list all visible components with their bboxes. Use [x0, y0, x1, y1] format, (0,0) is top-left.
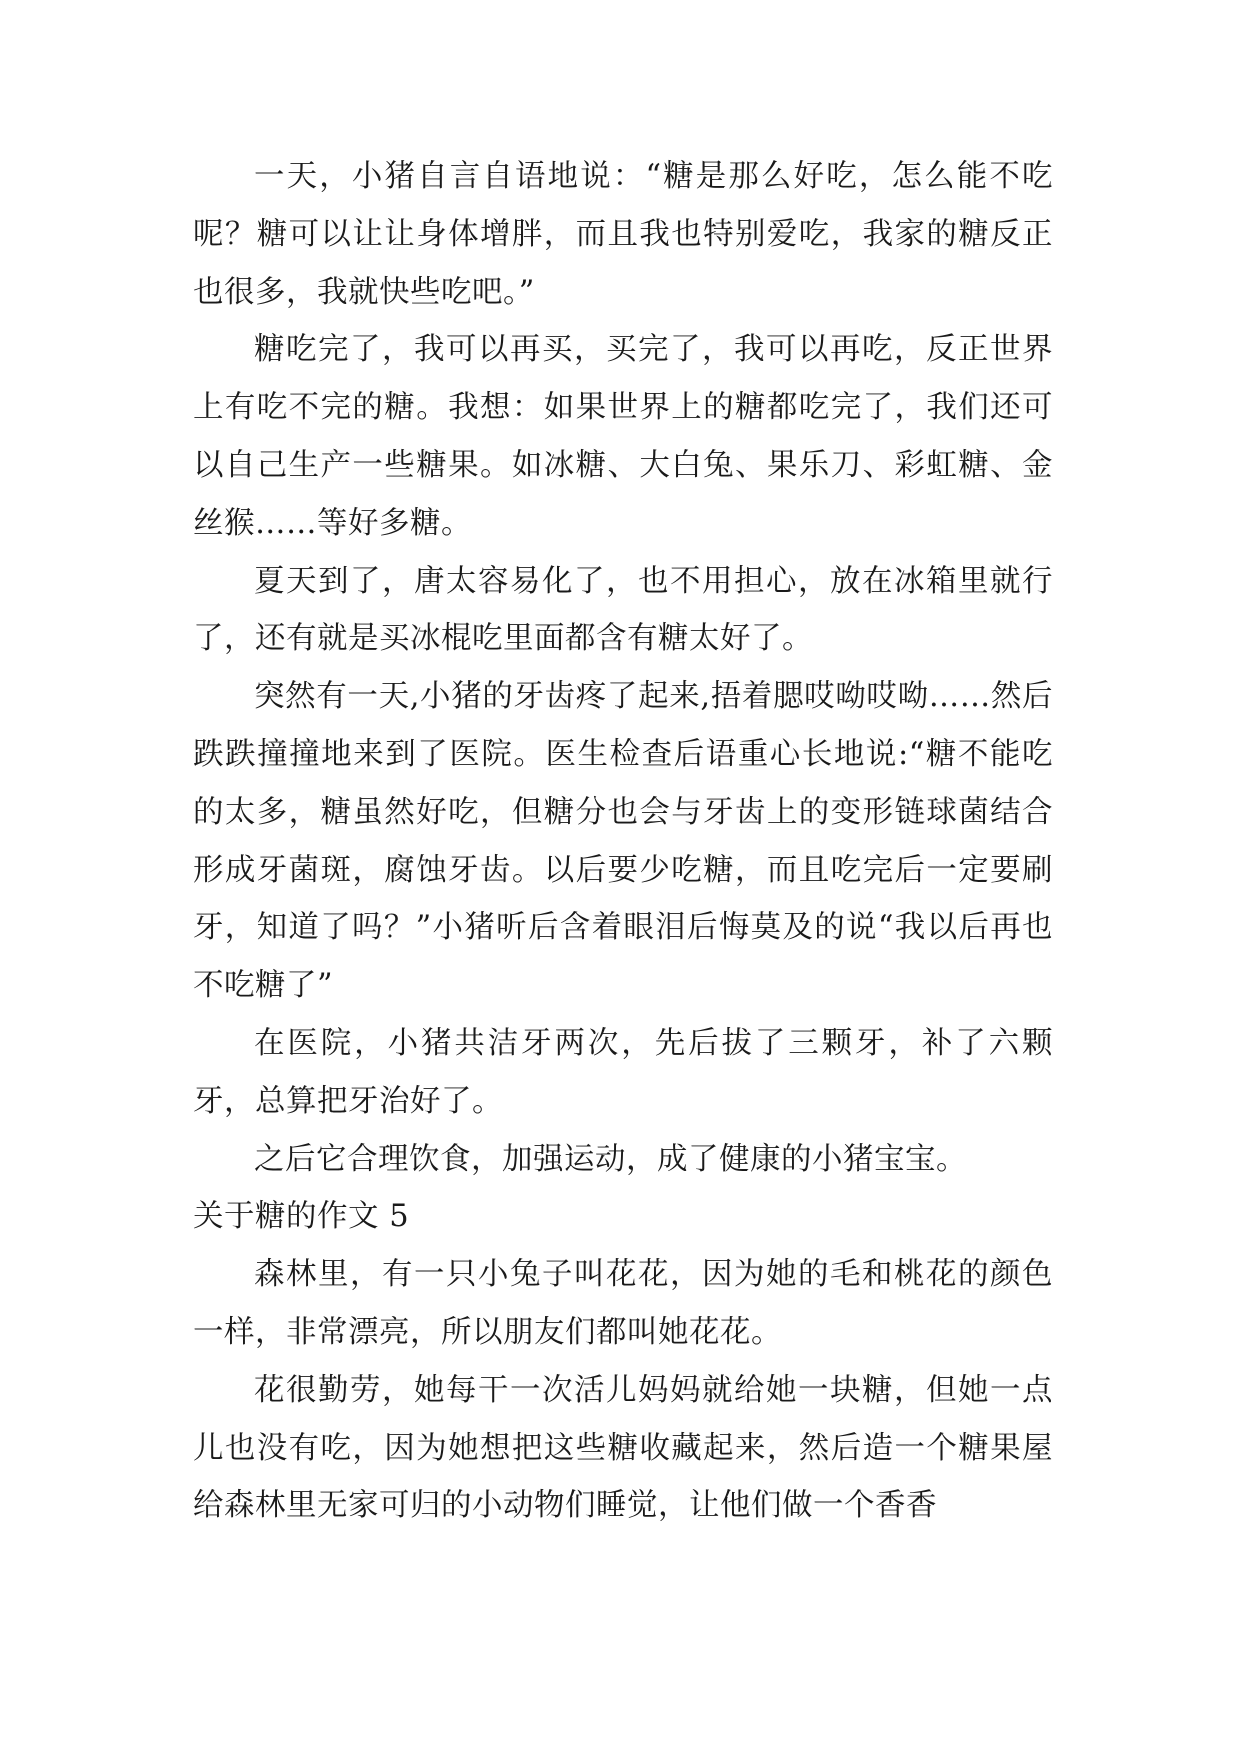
- document-page: [193, 148, 1053, 1535]
- paragraph: 森林里，有一只小兔子叫花花，因为她的毛和桃花的颜色一样，非常漂亮，所以朋友们都叫她花花。: [193, 1257, 1053, 1350]
- paragraph: 一天，小猪自言自语地说：“糖是那么好吃，怎么能不吃呢？糖可以让让身体增胖，而且我也特别爱吃，我家的糖反正也很多，我就快些吃吧。”: [193, 159, 1053, 310]
- paragraph: 突然有一天,小猪的牙齿疼了起来,捂着腮哎呦哎呦……然后跌跌撞撞地来到了医院。医生检查后语重心长地说:“糖不能吃的太多，糖虽然好吃，但糖分也会与牙齿上的变形链球菌结合形成牙菌斑，腐蚀牙齿。以后要少吃糖，而且吃完后一定要刷牙，知道了吗？”小猪听后含着眼泪后悔莫及的说“我以后再也不吃糖了”: [193, 679, 1053, 1004]
- paragraph: 糖吃完了，我可以再买，买完了，我可以再吃，反正世界上有吃不完的糖。我想：如果世界上的糖都吃完了，我们还可以自己生产一些糖果。如冰糖、大白兔、果乐刀、彩虹糖、金丝猴……等好多糖。: [193, 332, 1053, 541]
- paragraph: 之后它合理饮食，加强运动，成了健康的小猪宝宝。: [254, 1141, 967, 1177]
- paragraph: 夏天到了，唐太容易化了，也不用担心，放在冰箱里就行了，还有就是买冰棍吃里面都含有糖太好了。: [193, 563, 1053, 657]
- paragraph: 花很勤劳，她每干一次活儿妈妈就给她一块糖，但她一点儿也没有吃，因为她想把这些糖收藏起来，然后造一个糖果屋给森林里无家可归的小动物们睡觉，让他们做一个香香: [193, 1372, 1053, 1524]
- section-heading: 关于糖的作文 5: [193, 1199, 410, 1235]
- paragraph: 在医院，小猪共洁牙两次，先后拔了三颗牙，补了六颗牙，总算把牙治好了。: [193, 1025, 1053, 1119]
